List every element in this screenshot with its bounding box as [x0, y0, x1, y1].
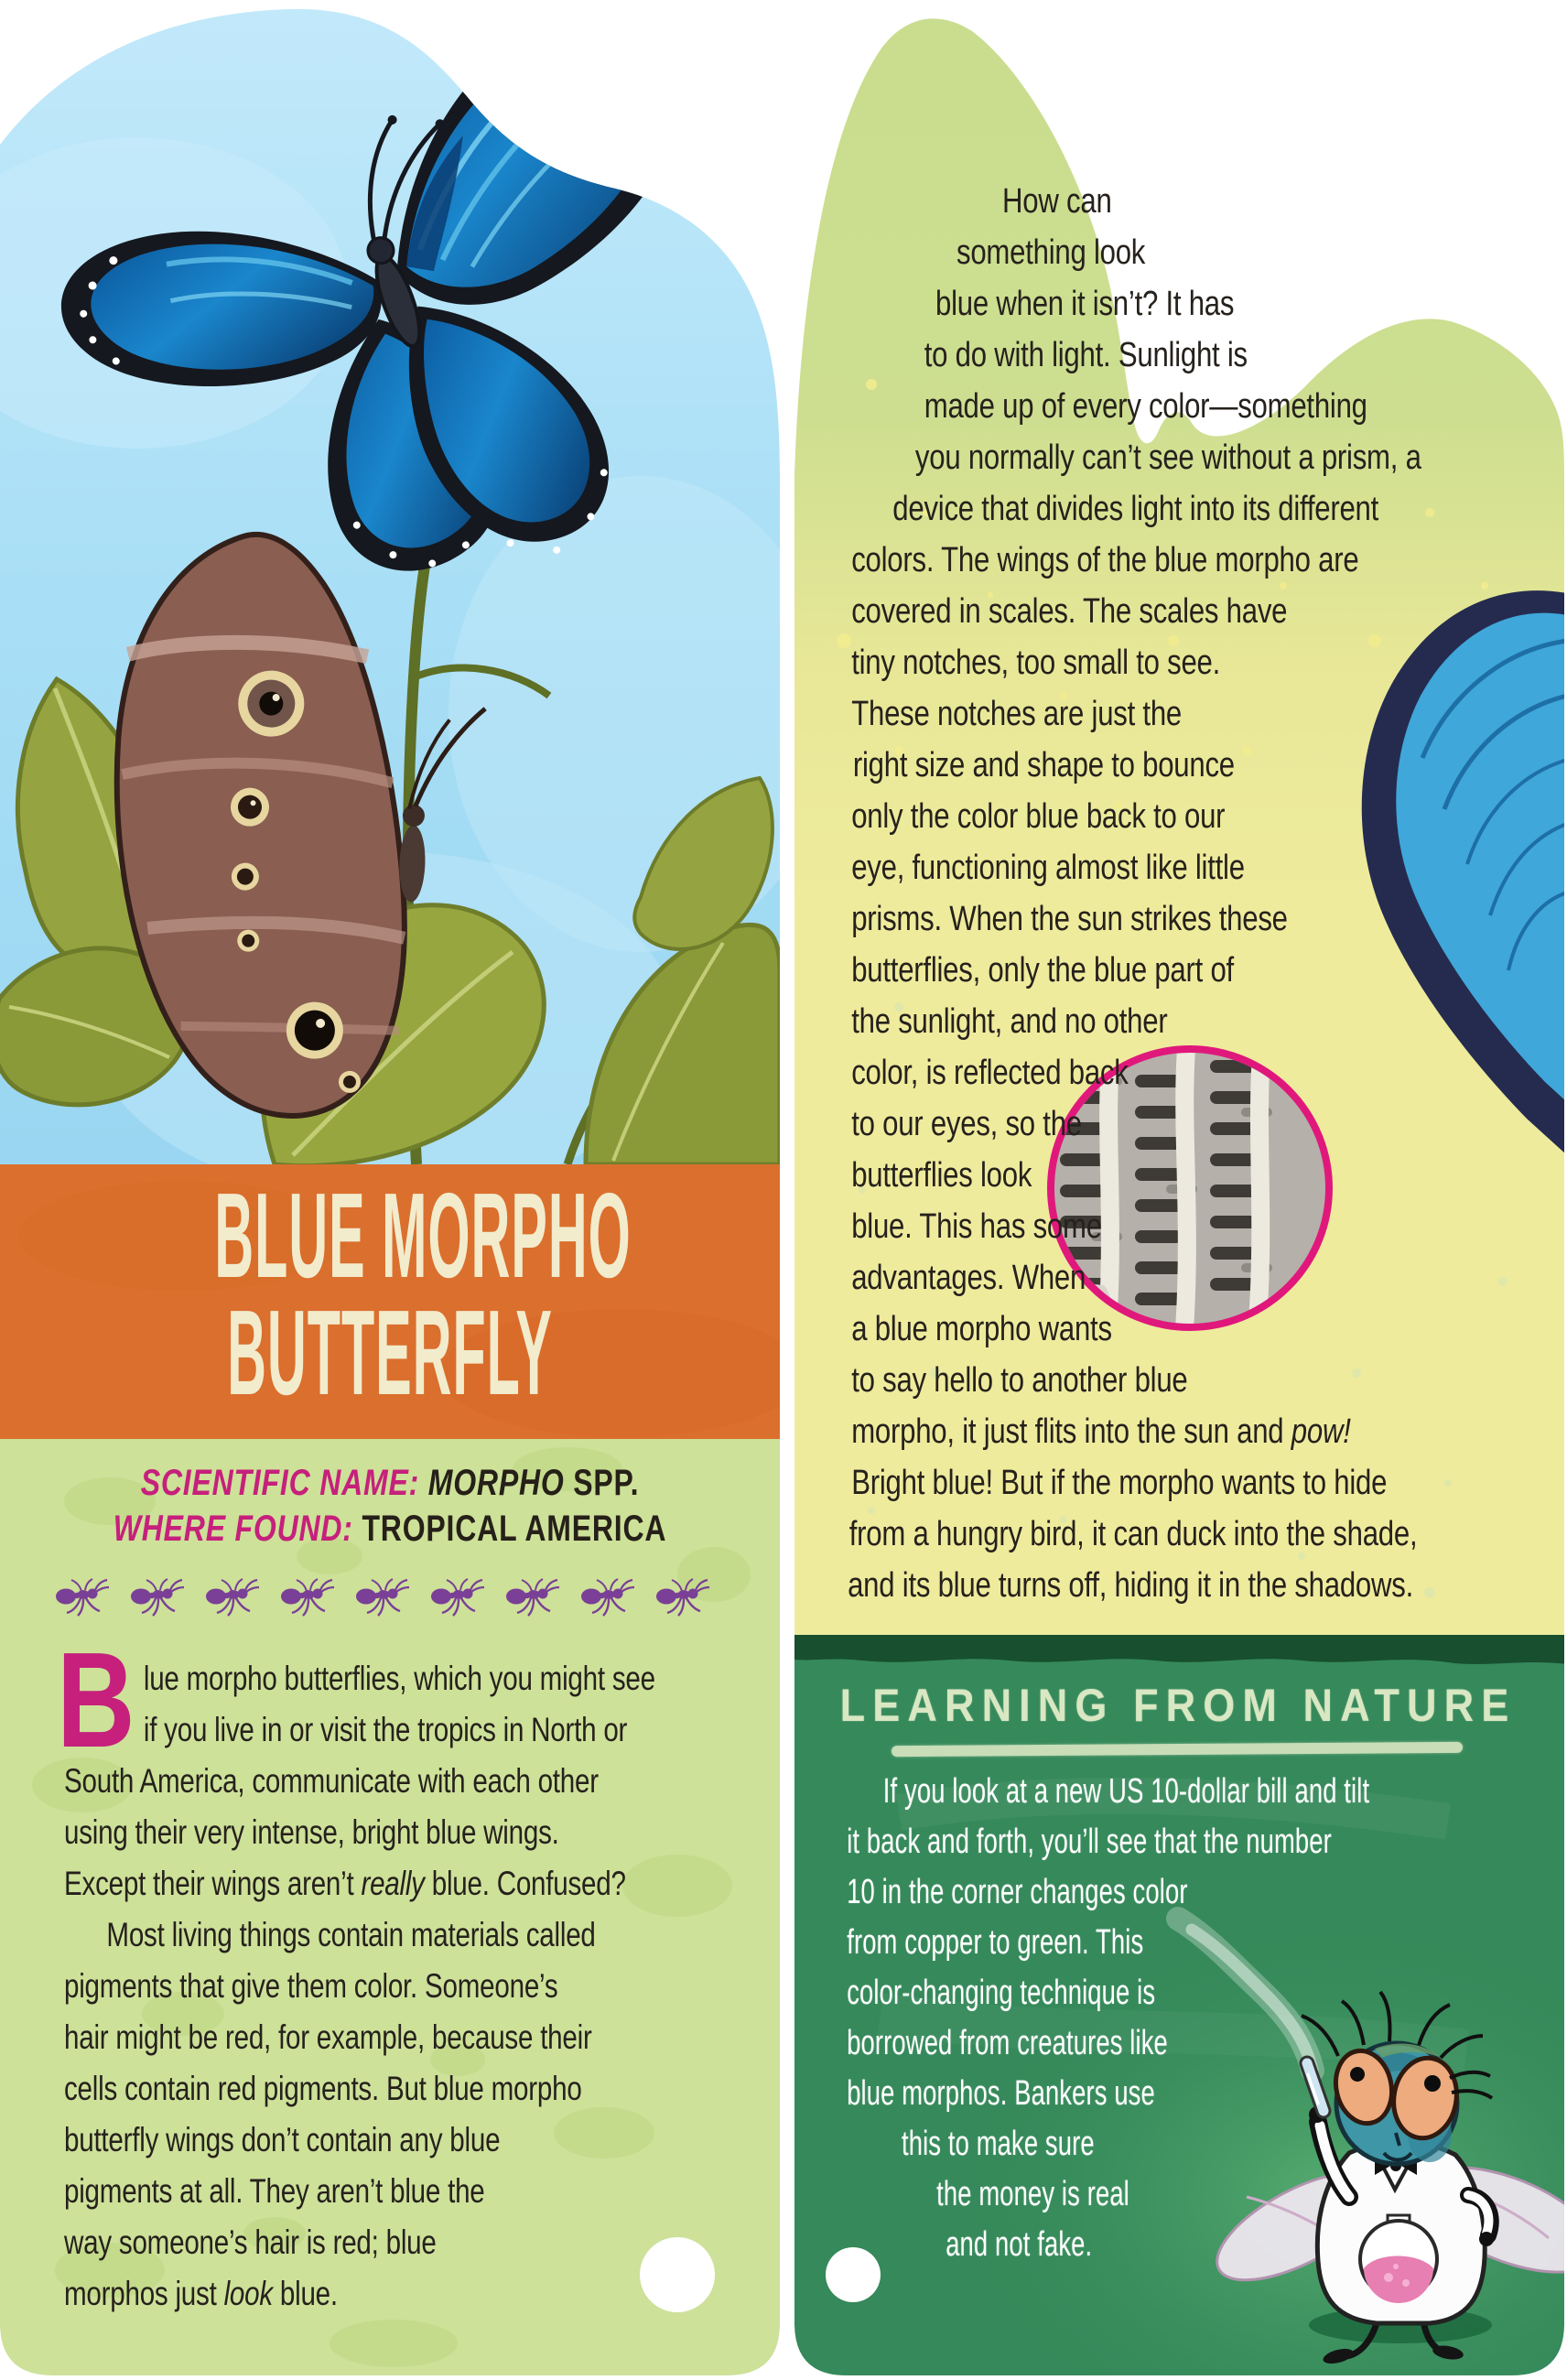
body-text-line: the sunlight, and no other [851, 1002, 1168, 1041]
body-text-line: only the color blue back to our [851, 797, 1226, 836]
body-text-line: cells contain red pigments. But blue morpho [64, 2070, 582, 2107]
ant-icon [131, 1579, 184, 1616]
body-text-line: Most living things contain materials called [106, 1916, 596, 1953]
learning-paragraph [840, 1767, 1446, 2270]
body-text-line: to our eyes, so the [851, 1105, 1082, 1143]
body-text-line: covered in scales. The scales have [851, 592, 1288, 631]
body-text-line: advantages. When [851, 1259, 1086, 1297]
body-text-line: if you live in or visit the tropics in North or [143, 1711, 628, 1748]
body-text-line: morphos just look blue. [64, 2275, 338, 2312]
body-text-line: pigments that give them color. Someone’s [64, 1967, 558, 2005]
scientific-name-label: SCIENTIFIC NAME: [140, 1463, 420, 1503]
body-text-line: made up of every color—something [924, 387, 1367, 426]
body-text-line: hair might be red, for example, because their [64, 2018, 592, 2056]
body-text-line: Bright blue! But if the morpho wants to hide [851, 1464, 1388, 1502]
body-text-line: morpho, it just flits into the sun and pow! [851, 1412, 1351, 1451]
drop-cap: B [57, 1625, 135, 1776]
chalk-text-line: it back and forth, you’ll see that the number [847, 1823, 1332, 1861]
body-text-line: right size and shape to bounce [852, 746, 1235, 784]
right-body-paragraph [844, 176, 1542, 1611]
pow-italic: pow! [1291, 1412, 1351, 1451]
learning-from-nature-heading: LEARNING FROM NATURE [839, 1680, 1517, 1731]
body-text-line: butterflies look [851, 1156, 1032, 1195]
chalk-text-line: 10 in the corner changes color [847, 1873, 1188, 1911]
chalk-text-line: blue morphos. Bankers use [847, 2074, 1155, 2113]
body-text-line: a blue morpho wants [851, 1310, 1112, 1348]
body-text-line: prisms. When the sun strikes these [851, 900, 1288, 938]
body-text-line: way someone’s hair is red; blue [64, 2223, 437, 2261]
chalk-text-line: borrowed from creatures like [847, 2024, 1168, 2062]
where-found-label: WHERE FOUND: [113, 1509, 353, 1549]
body-text-line: How can [1002, 182, 1112, 221]
ant-icon [56, 1579, 109, 1616]
body-text-line: something look [956, 233, 1146, 272]
ant-icon [506, 1579, 559, 1616]
page-title-line2: BUTTERFLY [227, 1285, 553, 1420]
body-text-line: from a hungry bird, it can duck into the shade, [848, 1515, 1418, 1553]
body-text-line: color, is reflected back [851, 1054, 1129, 1092]
ant-icon [656, 1579, 709, 1616]
body-text-line: blue. This has some [851, 1207, 1102, 1246]
body-text-line: Except their wings aren’t really blue. Confused? [64, 1865, 626, 1902]
left-body-paragraph [57, 1625, 752, 2320]
scientific-name-genus: MORPHO [427, 1463, 565, 1503]
body-text-line: blue when it isn’t? It has [935, 285, 1235, 323]
body-text-line: butterflies, only the blue part of [851, 951, 1234, 990]
ant-icon [431, 1579, 484, 1616]
chalk-text-line: color-changing technique is [847, 1974, 1156, 2012]
body-text-line: using their very intense, bright blue wings. [64, 1813, 559, 1851]
chalk-text-line: If you look at a new US 10-dollar bill and tilt [882, 1772, 1370, 1811]
body-text-line: These notches are just the [851, 695, 1183, 733]
ant-icon [281, 1579, 334, 1616]
chalk-text-line: this to make sure [901, 2125, 1095, 2163]
chalk-text-line: and not fake. [946, 2225, 1093, 2264]
body-text-line: tiny notches, too small to see. [851, 644, 1221, 682]
scientific-name-row [78, 1463, 702, 1504]
page-title-line1: BLUE MORPHO [214, 1168, 632, 1303]
ant-icon [356, 1579, 409, 1616]
body-text-line: to do with light. Sunlight is [924, 336, 1248, 374]
body-text-line: you normally can’t see without a prism, a [914, 438, 1421, 477]
body-text-line: butterfly wings don’t contain any blue [64, 2121, 501, 2158]
ant-icon [206, 1579, 259, 1616]
body-text-line: colors. The wings of the blue morpho are [851, 541, 1359, 579]
scientific-name-rest: SPP. [564, 1463, 640, 1503]
chalk-text-line: from copper to green. This [847, 1923, 1144, 1962]
body-text-line: pigments at all. They aren’t blue the [64, 2172, 485, 2210]
punch-hole [826, 2247, 881, 2302]
body-text-line: and its blue turns off, hiding it in the shadows. [848, 1566, 1413, 1605]
body-text-line: device that divides light into its different [892, 490, 1379, 528]
body-text-line: to say hello to another blue [851, 1361, 1188, 1400]
ant-divider [50, 1576, 732, 1620]
ant-icon [581, 1579, 634, 1616]
page-title [214, 1168, 632, 1420]
chalk-text-line: the money is real [936, 2175, 1129, 2213]
where-found-value: TROPICAL AMERICA [362, 1509, 667, 1549]
right-page [789, 0, 1567, 2380]
body-text-line: lue morpho butterflies, which you might see [143, 1660, 655, 1697]
where-found-row [78, 1509, 702, 1550]
body-text-line: South America, communicate with each other [64, 1762, 599, 1800]
left-page [0, 0, 780, 2380]
body-text-line: eye, functioning almost like little [851, 849, 1245, 887]
punch-hole [640, 2237, 715, 2312]
